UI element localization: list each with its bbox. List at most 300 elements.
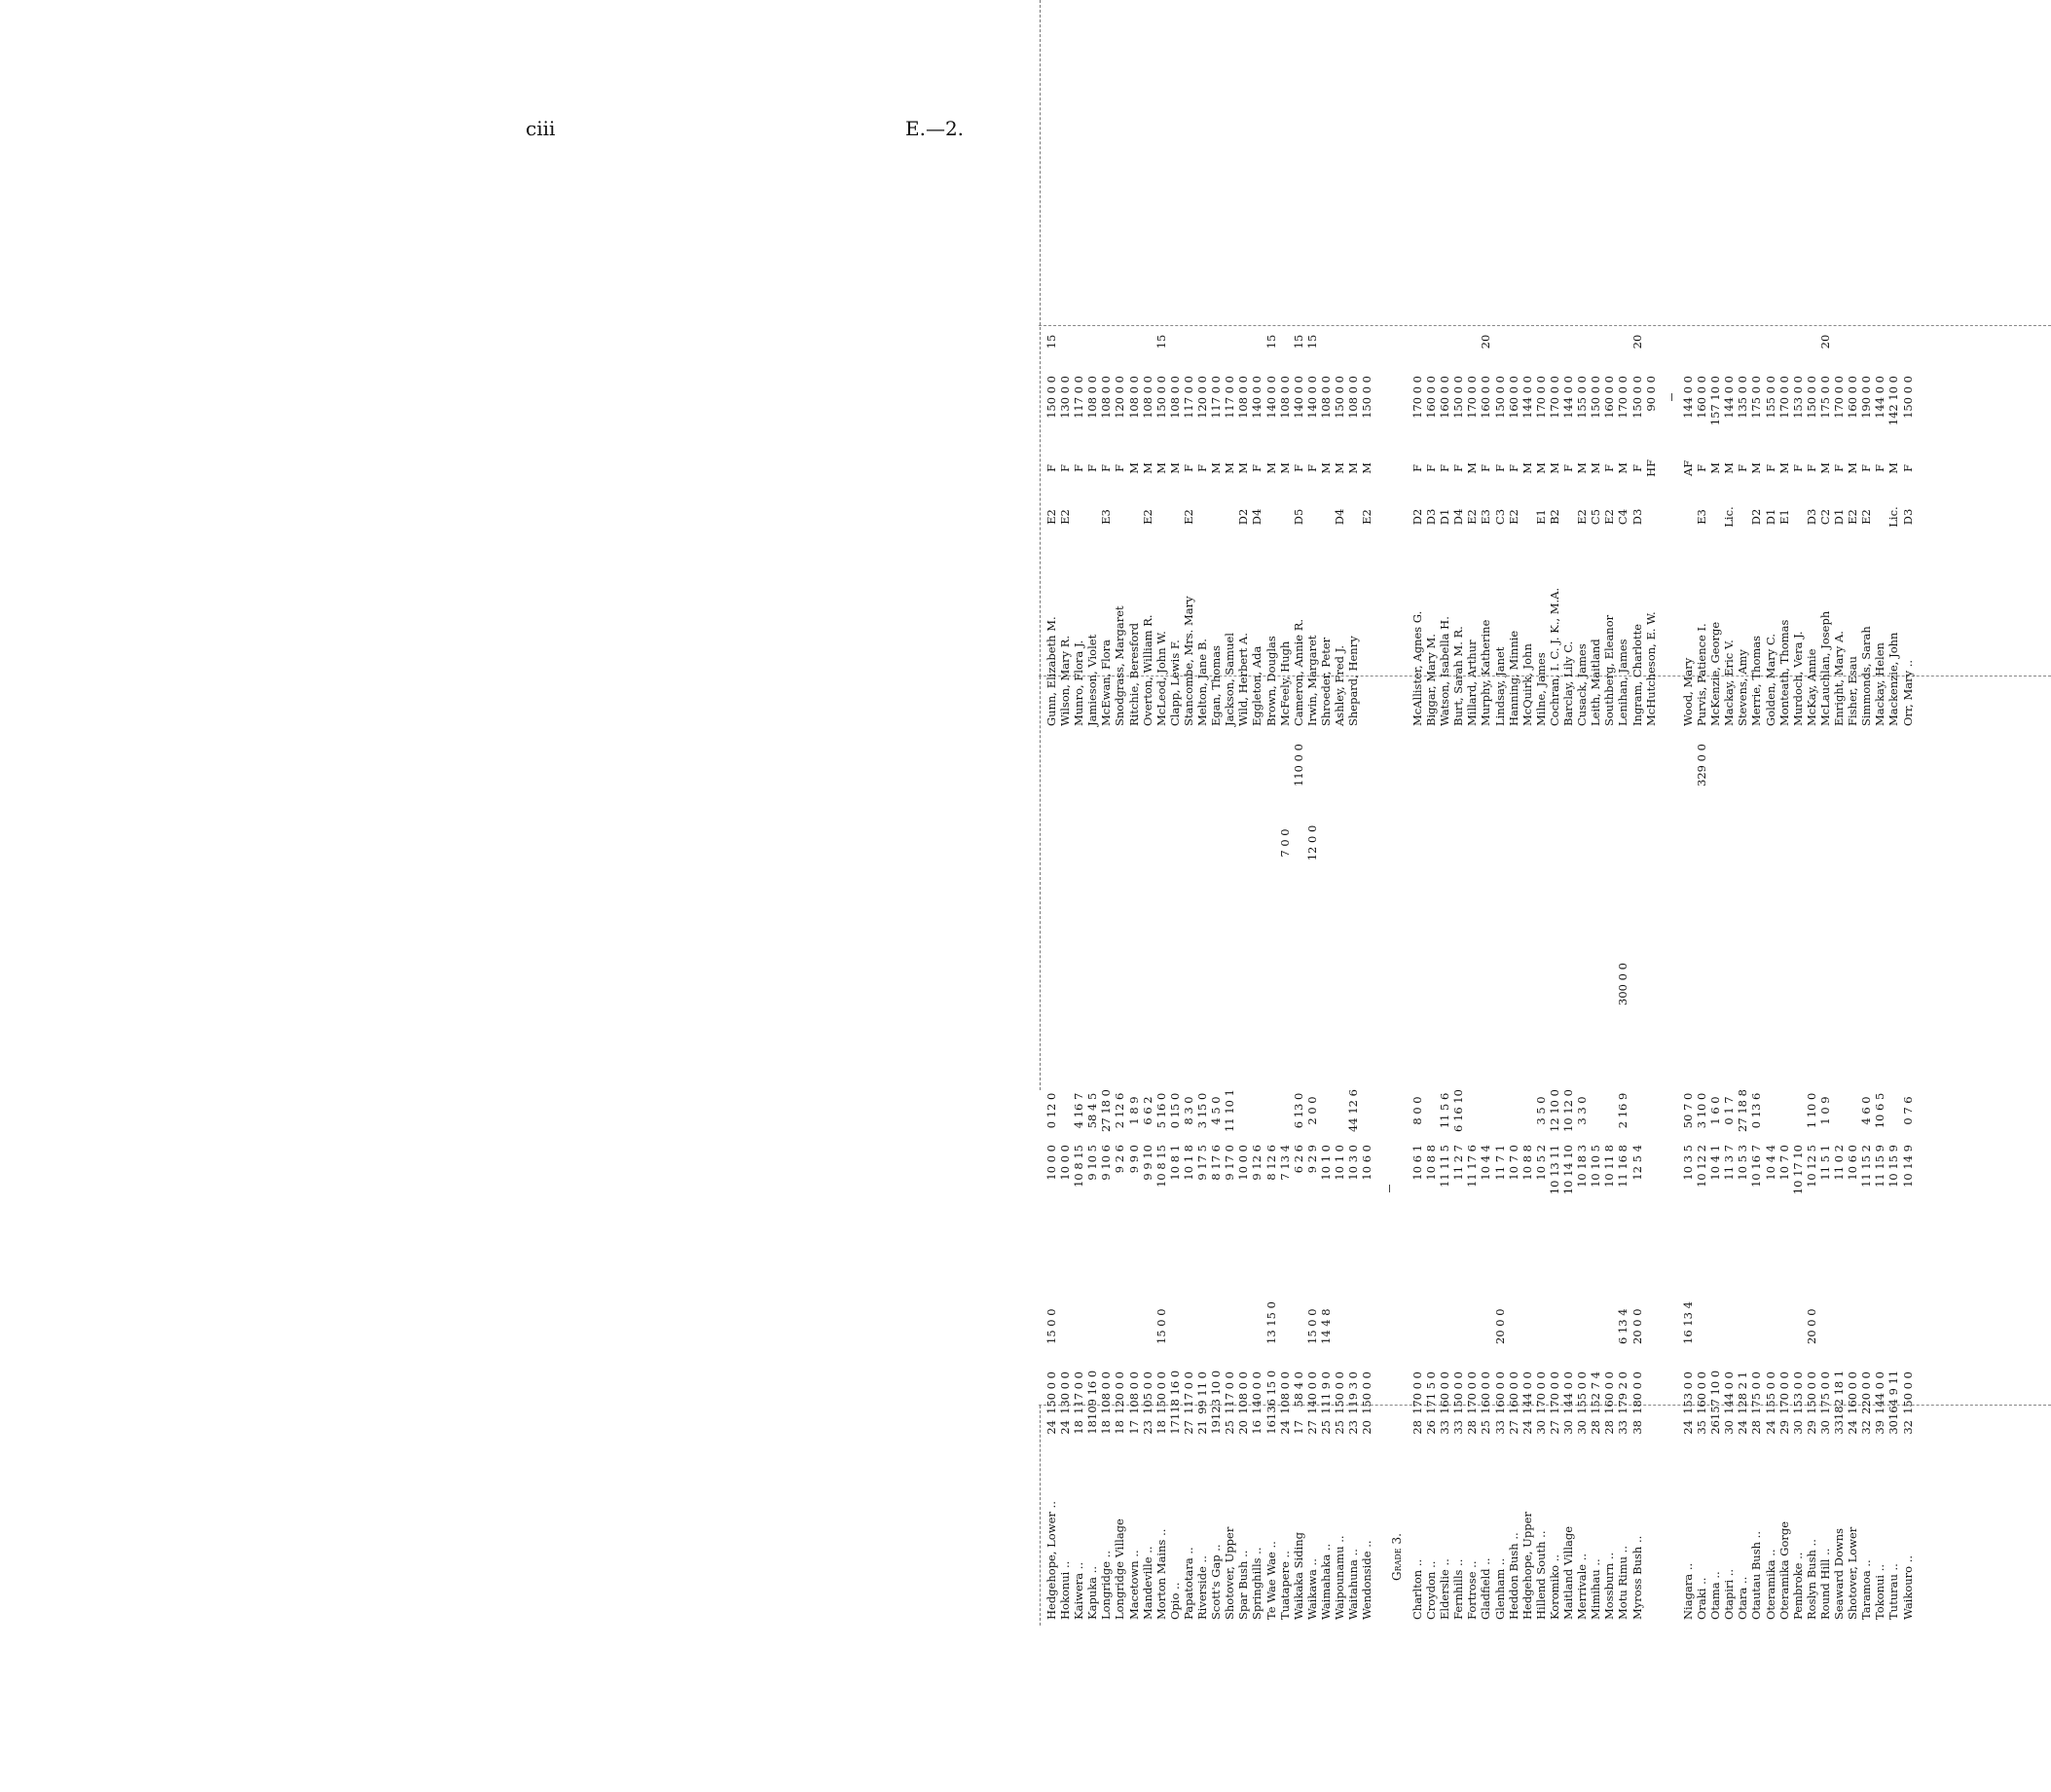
teacher-salary: 160 0 0 — [1602, 376, 1617, 419]
house-allowance — [1168, 1252, 1182, 1371]
teacher-name: Purvis, Patience I. — [1695, 623, 1709, 726]
site-grant — [1520, 736, 1534, 794]
site-grant — [1859, 736, 1873, 794]
teacher-classification — [1085, 493, 1099, 541]
teacher-salary: 108 0 0 — [1167, 376, 1182, 419]
capitation-fees: 10 13 11 — [1547, 1145, 1561, 1195]
site-grant — [1493, 736, 1507, 794]
buildings-grant — [1749, 892, 1763, 1077]
salary-paid: 108 0 0 — [1277, 1371, 1292, 1414]
school-name: Koromiko .. — [1547, 1554, 1561, 1620]
table-row — [1424, 0, 1438, 1626]
teacher-allowance — [1141, 308, 1154, 376]
salary-paid: 170 0 0 — [1533, 1371, 1548, 1414]
buildings-grant — [1630, 892, 1644, 1077]
school-name: Hillend South .. — [1533, 1530, 1548, 1620]
site-grant — [1424, 736, 1438, 794]
teacher-classification: D3 — [1900, 508, 1915, 526]
average-attendance: 18 — [1099, 1420, 1114, 1435]
salary-paid: 140 0 0 — [1304, 1371, 1319, 1414]
salary-paid: 128 2 1 — [1736, 1371, 1750, 1414]
average-attendance: 28 — [1749, 1420, 1764, 1435]
house-allowance — [1846, 1252, 1859, 1371]
teacher-allowance: 15 — [1291, 334, 1305, 349]
teacher-name: McFeely, Hugh — [1277, 640, 1292, 726]
teacher-allowance — [1561, 308, 1575, 376]
salary-paid: 144 0 0 — [1520, 1371, 1534, 1414]
salary-paid: 119 3 0 — [1346, 1371, 1361, 1414]
site-grant — [1886, 736, 1900, 794]
house-allowance — [1113, 1252, 1126, 1371]
salary-paid: 150 0 0 — [1451, 1371, 1466, 1414]
table-row — [1333, 0, 1346, 1626]
teacher-allowance — [1534, 308, 1548, 376]
rent-allowance — [1548, 794, 1561, 892]
average-attendance: 18 — [1113, 1420, 1127, 1435]
incidental-expenses: 11 5 6 — [1438, 1092, 1452, 1129]
incidental-expenses: 1 8 9 — [1126, 1096, 1141, 1125]
salary-paid: 130 0 0 — [1058, 1371, 1073, 1414]
teacher-allowance: 20 — [1630, 334, 1644, 349]
site-grant — [1479, 736, 1492, 794]
teacher-name: Jamieson, Violet — [1085, 634, 1100, 726]
salary-paid: 150 0 0 — [1332, 1371, 1346, 1414]
teacher-salary: 160 0 0 — [1479, 376, 1493, 419]
average-attendance: 30 — [1533, 1420, 1548, 1435]
table-row — [1346, 0, 1360, 1626]
school-name: Croydon .. — [1424, 1560, 1439, 1620]
incidental-expenses — [1602, 1077, 1616, 1145]
teacher-classification — [1072, 493, 1085, 541]
teacher-classification: E2 — [1602, 509, 1617, 525]
teacher-sex: F — [1291, 464, 1305, 472]
incidental-expenses: 4 5 0 — [1209, 1096, 1224, 1125]
average-attendance: 30 — [1561, 1420, 1576, 1435]
school-name: Glenham .. — [1492, 1557, 1507, 1620]
incidental-expenses: 44 12 6 — [1346, 1089, 1361, 1132]
school-name: Shotover, Upper — [1223, 1526, 1237, 1620]
salary-paid: 117 0 0 — [1072, 1371, 1086, 1414]
site-grant — [1264, 736, 1278, 794]
teacher-name: Burt, Sarah M. R. — [1451, 626, 1466, 726]
school-name: Oraki .. — [1695, 1577, 1709, 1620]
average-attendance: 24 — [1763, 1420, 1777, 1435]
teacher-name: Lenihan, James — [1616, 639, 1630, 726]
average-attendance: 33 — [1616, 1420, 1630, 1435]
school-name: Te Wae Wae .. — [1264, 1541, 1278, 1620]
buildings-grant — [1264, 892, 1278, 1077]
incidental-expenses — [1319, 1077, 1333, 1145]
house-allowance — [1832, 1252, 1846, 1371]
buildings-grant — [1695, 892, 1708, 1077]
school-name: Mandeville .. — [1140, 1546, 1154, 1620]
rent-allowance — [1818, 794, 1832, 892]
school-name: Springhills .. — [1250, 1547, 1264, 1620]
rent-allowance — [1589, 794, 1602, 892]
buildings-grant — [1507, 892, 1520, 1077]
rent-allowance — [1424, 794, 1438, 892]
capitation-fees: 11 15 2 — [1859, 1145, 1874, 1188]
teacher-salary: 170 0 0 — [1547, 376, 1561, 419]
teacher-allowance — [1708, 308, 1722, 376]
average-attendance: 18 — [1154, 1420, 1168, 1435]
teacher-classification: D5 — [1291, 508, 1305, 526]
incidental-expenses: 0 1 7 — [1722, 1096, 1737, 1125]
teacher-salary: 140 0 0 — [1264, 376, 1278, 419]
capitation-fees: 9 17 5 — [1195, 1145, 1210, 1181]
teacher-salary: 160 0 0 — [1438, 376, 1452, 419]
buildings-grant — [1846, 892, 1859, 1077]
teacher-sex: M — [1154, 462, 1168, 474]
buildings-grant — [1791, 892, 1805, 1077]
teacher-classification: D2 — [1410, 508, 1424, 526]
teacher-salary: 150 0 0 — [1804, 376, 1818, 419]
teacher-classification: E3 — [1695, 509, 1709, 525]
teacher-allowance — [1493, 308, 1507, 376]
house-allowance — [1722, 1252, 1736, 1371]
header-rule — [1040, 1406, 1041, 1626]
house-allowance: 15 0 0 — [1304, 1308, 1319, 1344]
house-allowance: 6 13 4 — [1616, 1308, 1630, 1344]
table-row — [1805, 0, 1818, 1626]
average-attendance: 24 — [1044, 1420, 1058, 1435]
school-name: Otara .. — [1736, 1576, 1750, 1620]
teacher-allowance — [1058, 308, 1072, 376]
rent-allowance — [1182, 794, 1195, 892]
table-row — [1695, 0, 1708, 1626]
teacher-allowance — [1575, 308, 1589, 376]
buildings-grant — [1520, 892, 1534, 1077]
teacher-allowance — [1319, 308, 1333, 376]
teacher-name: Munro, Flora J. — [1072, 640, 1086, 726]
site-grant — [1749, 736, 1763, 794]
teacher-name: Ritchie, Beresford — [1126, 622, 1141, 726]
school-name: Elderslie .. — [1438, 1558, 1452, 1620]
table-row — [1818, 0, 1832, 1626]
average-attendance: 21 — [1195, 1420, 1210, 1435]
teacher-salary: 144 0 0 — [1561, 376, 1576, 419]
table-row — [1209, 0, 1223, 1626]
teacher-sex: M — [1465, 462, 1480, 474]
teacher-salary: 160 0 0 — [1506, 376, 1520, 419]
average-attendance: 25 — [1479, 1420, 1493, 1435]
site-grant — [1127, 736, 1141, 794]
teacher-name: Barclay, Lily C. — [1561, 640, 1576, 726]
salary-paid: 179 2 0 — [1616, 1371, 1630, 1414]
buildings-grant — [1223, 892, 1236, 1077]
rent-allowance — [1805, 794, 1818, 892]
incidental-expenses — [1520, 1077, 1534, 1145]
buildings-grant — [1465, 892, 1479, 1077]
buildings-grant — [1493, 892, 1507, 1077]
house-allowance — [1708, 1252, 1722, 1371]
incidental-expenses: 3 3 0 — [1575, 1096, 1590, 1125]
teacher-salary: 175 0 0 — [1817, 376, 1832, 419]
buildings-grant — [1410, 892, 1424, 1077]
buildings-grant — [1859, 892, 1873, 1077]
site-grant — [1548, 736, 1561, 794]
teacher-salary: 108 0 0 — [1099, 376, 1114, 419]
teacher-name: Cochran, I. C. J. K., M.A. — [1547, 587, 1561, 726]
site-grant — [1736, 736, 1749, 794]
school-name: Mimihau .. — [1589, 1558, 1603, 1620]
house-allowance — [1777, 1252, 1791, 1371]
teacher-name: Enright, Mary A. — [1832, 631, 1847, 726]
salary-paid: 160 0 0 — [1602, 1371, 1617, 1414]
house-allowance — [1278, 1252, 1292, 1371]
table-row — [1534, 0, 1548, 1626]
salary-paid: 170 0 0 — [1547, 1371, 1561, 1414]
teacher-salary: 153 0 0 — [1790, 376, 1805, 419]
salary-paid: 160 0 0 — [1479, 1371, 1493, 1414]
buildings-grant — [1236, 892, 1250, 1077]
rent-allowance — [1873, 794, 1886, 892]
average-attendance: 30 — [1575, 1420, 1590, 1435]
teacher-name: Golden, Mary C. — [1763, 634, 1777, 726]
site-grant — [1072, 736, 1085, 794]
house-allowance — [1058, 1252, 1072, 1371]
incidental-expenses — [1360, 1077, 1373, 1145]
teacher-salary: 170 0 0 — [1832, 376, 1847, 419]
school-name: Tuatapere .. — [1277, 1551, 1292, 1620]
capitation-fees: 10 1 0 — [1318, 1145, 1333, 1181]
rent-allowance — [1520, 794, 1534, 892]
house-allowance — [1859, 1252, 1873, 1371]
site-grant — [1410, 736, 1424, 794]
teacher-classification: E3 — [1479, 509, 1493, 525]
house-allowance — [1209, 1252, 1223, 1371]
teacher-classification — [1305, 493, 1319, 541]
teacher-name: Egan, Thomas — [1209, 645, 1224, 726]
table-row — [1602, 0, 1616, 1626]
buildings-grant: 300 0 0 — [1616, 963, 1630, 1006]
site-grant — [1465, 736, 1479, 794]
rent-allowance — [1451, 794, 1465, 892]
capitation-fees: 10 1 8 — [1181, 1145, 1195, 1181]
teacher-sex: F — [1790, 464, 1805, 472]
table-row — [1223, 0, 1236, 1626]
school-name: Maitland Village — [1561, 1525, 1576, 1620]
rent-allowance — [1749, 794, 1763, 892]
site-grant — [1195, 736, 1209, 794]
house-allowance — [1548, 1252, 1561, 1371]
house-allowance — [1507, 1252, 1520, 1371]
salary-paid: 152 7 4 — [1589, 1371, 1603, 1414]
salary-paid: 153 0 0 — [1790, 1371, 1805, 1414]
site-grant — [1602, 736, 1616, 794]
table-row — [1681, 0, 1695, 1626]
rent-allowance — [1736, 794, 1749, 892]
site-grant — [1438, 736, 1451, 794]
teacher-sex: M — [1318, 462, 1333, 474]
capitation-fees: 9 9 0 — [1126, 1145, 1141, 1174]
teacher-name: Stevens, Amy — [1736, 649, 1750, 726]
site-grant — [1141, 736, 1154, 794]
school-name: Waikaka Siding — [1291, 1531, 1305, 1620]
section-grade-3 — [1383, 0, 1658, 1626]
capitation-fees: 10 15 9 — [1886, 1145, 1901, 1188]
incidental-expenses: 5 16 0 — [1154, 1092, 1168, 1129]
buildings-grant — [1182, 892, 1195, 1077]
buildings-grant — [1044, 892, 1058, 1077]
average-attendance: 25 — [1332, 1420, 1346, 1435]
teacher-name: McQuirk, John — [1520, 643, 1534, 726]
table-row — [1777, 0, 1791, 1626]
rent-allowance — [1333, 794, 1346, 892]
teacher-allowance — [1424, 308, 1438, 376]
average-attendance: 33 — [1438, 1420, 1452, 1435]
teacher-salary: 170 0 0 — [1776, 376, 1791, 419]
teacher-name: McEwan, Flora — [1099, 640, 1114, 726]
teacher-allowance — [1805, 308, 1818, 376]
teacher-sex: M — [1722, 462, 1737, 474]
teacher-salary: 120 0 0 — [1113, 376, 1127, 419]
salary-paid: 136 15 0 — [1264, 1370, 1278, 1420]
school-name: Taramoa .. — [1859, 1559, 1874, 1620]
house-allowance — [1465, 1252, 1479, 1371]
average-attendance: 28 — [1410, 1420, 1424, 1435]
incidental-expenses — [1493, 1077, 1507, 1145]
school-name: Waimahaka .. — [1318, 1543, 1333, 1620]
teacher-classification — [1195, 493, 1209, 541]
teacher-salary: 140 0 0 — [1250, 376, 1264, 419]
teacher-salary: 130 0 0 — [1058, 376, 1073, 419]
teacher-classification: E2 — [1506, 509, 1520, 525]
teacher-salary: 170 0 0 — [1465, 376, 1480, 419]
teacher-classification — [1644, 493, 1658, 541]
site-grant — [1791, 736, 1805, 794]
teacher-allowance: 20 — [1817, 334, 1832, 349]
teacher-name: Ingram, Charlotte — [1630, 623, 1644, 726]
incidental-expenses — [1589, 1077, 1602, 1145]
rent-allowance — [1223, 794, 1236, 892]
house-allowance — [1072, 1252, 1085, 1371]
capitation-fees: 10 8 15 — [1072, 1145, 1086, 1188]
table-row — [1873, 0, 1886, 1626]
incidental-expenses — [1630, 1077, 1644, 1145]
salary-paid: 140 0 0 — [1250, 1371, 1264, 1414]
salary-paid: 155 0 0 — [1575, 1371, 1590, 1414]
incidental-expenses: 4 6 0 — [1859, 1096, 1874, 1125]
house-allowance — [1886, 1252, 1900, 1371]
teacher-sex: M — [1547, 462, 1561, 474]
buildings-grant — [1886, 892, 1900, 1077]
teacher-allowance — [1520, 308, 1534, 376]
section-grade-2-continued — [1044, 0, 1373, 1626]
school-name: Shotover, Lower — [1846, 1526, 1860, 1620]
salary-paid: 155 0 0 — [1763, 1371, 1777, 1414]
buildings-grant — [1424, 892, 1438, 1077]
salary-paid: 170 0 0 — [1776, 1371, 1791, 1414]
buildings-grant — [1901, 892, 1915, 1077]
site-grant: 110 0 0 — [1291, 744, 1305, 786]
table-row — [1182, 0, 1195, 1626]
salary-paid: 150 0 0 — [1044, 1371, 1058, 1414]
incidental-expenses — [1832, 1077, 1846, 1145]
incidental-expenses: 58 4 5 — [1085, 1092, 1100, 1129]
teacher-classification — [1264, 493, 1278, 541]
buildings-grant — [1479, 892, 1492, 1077]
average-attendance: 23 — [1346, 1420, 1361, 1435]
rent-allowance: 12 0 0 — [1304, 824, 1319, 861]
site-grant — [1818, 736, 1832, 794]
teacher-allowance — [1616, 308, 1630, 376]
table-row — [1886, 0, 1900, 1626]
teacher-name: Biggar, Mary M. — [1424, 634, 1439, 726]
site-grant — [1451, 736, 1465, 794]
rent-allowance — [1644, 794, 1658, 892]
capitation-fees: 10 14 9 — [1900, 1145, 1915, 1188]
school-name: Tokonui .. — [1873, 1563, 1887, 1620]
teacher-salary: 155 0 0 — [1575, 376, 1590, 419]
teacher-name: McLauchlan, Joseph — [1817, 610, 1832, 726]
teacher-name: Merrie, Thomas — [1749, 635, 1764, 726]
average-attendance: 29 — [1804, 1420, 1818, 1435]
school-name: Pembroke .. — [1790, 1552, 1805, 1620]
buildings-grant — [1534, 892, 1548, 1077]
rent-allowance — [1901, 794, 1915, 892]
teacher-name: Irwin, Margaret — [1304, 635, 1319, 726]
school-name: Papatotara .. — [1181, 1547, 1195, 1620]
teacher-sex: F — [1044, 464, 1058, 472]
table-row — [1520, 0, 1534, 1626]
average-attendance: 24 — [1277, 1420, 1292, 1435]
teacher-classification: E2 — [1140, 509, 1154, 525]
teacher-classification — [1278, 493, 1292, 541]
teacher-classification: D3 — [1424, 508, 1439, 526]
teacher-allowance — [1859, 308, 1873, 376]
salary-paid: 123 10 0 — [1209, 1370, 1224, 1420]
average-attendance: 27 — [1506, 1420, 1520, 1435]
teacher-name: Orr, Mary .. — [1900, 659, 1915, 726]
house-allowance — [1749, 1252, 1763, 1371]
teacher-allowance — [1722, 308, 1736, 376]
teacher-classification: C3 — [1492, 508, 1507, 526]
school-name: Merrivale .. — [1575, 1553, 1590, 1620]
site-grant — [1182, 736, 1195, 794]
teacher-salary: 144 0 0 — [1681, 376, 1695, 419]
rent-allowance — [1360, 794, 1373, 892]
teacher-classification: D3 — [1804, 508, 1818, 526]
teacher-allowance — [1602, 308, 1616, 376]
house-allowance — [1424, 1252, 1438, 1371]
salary-paid — [1644, 1371, 1658, 1420]
buildings-grant — [1548, 892, 1561, 1077]
school-name: Waipounamu .. — [1332, 1535, 1346, 1620]
school-name: Otapiri .. — [1722, 1568, 1737, 1620]
rent-allowance: 7 0 0 — [1277, 828, 1292, 858]
average-attendance: 32 — [1900, 1420, 1915, 1435]
teacher-allowance — [1360, 308, 1373, 376]
site-grant — [1278, 736, 1292, 794]
capitation-fees: 11 7 1 — [1492, 1145, 1507, 1181]
incidental-expenses: 3 5 0 — [1533, 1096, 1548, 1125]
rent-allowance — [1154, 794, 1168, 892]
rent-allowance — [1410, 794, 1424, 892]
capitation-fees: 11 17 6 — [1465, 1145, 1480, 1188]
house-allowance: 16 13 4 — [1681, 1301, 1695, 1344]
salary-paid: 164 9 11 — [1886, 1370, 1901, 1420]
buildings-grant — [1346, 892, 1360, 1077]
incidental-expenses: 6 13 0 — [1291, 1092, 1305, 1129]
teacher-classification — [1873, 493, 1886, 541]
capitation-fees: 10 6 1 — [1410, 1145, 1424, 1181]
table-row — [1410, 0, 1424, 1626]
teacher-classification: C2 — [1817, 508, 1832, 526]
teacher-name: Monteath, Thomas — [1776, 619, 1791, 726]
table-row — [1360, 0, 1373, 1626]
teacher-salary: 150 0 0 — [1589, 376, 1603, 419]
